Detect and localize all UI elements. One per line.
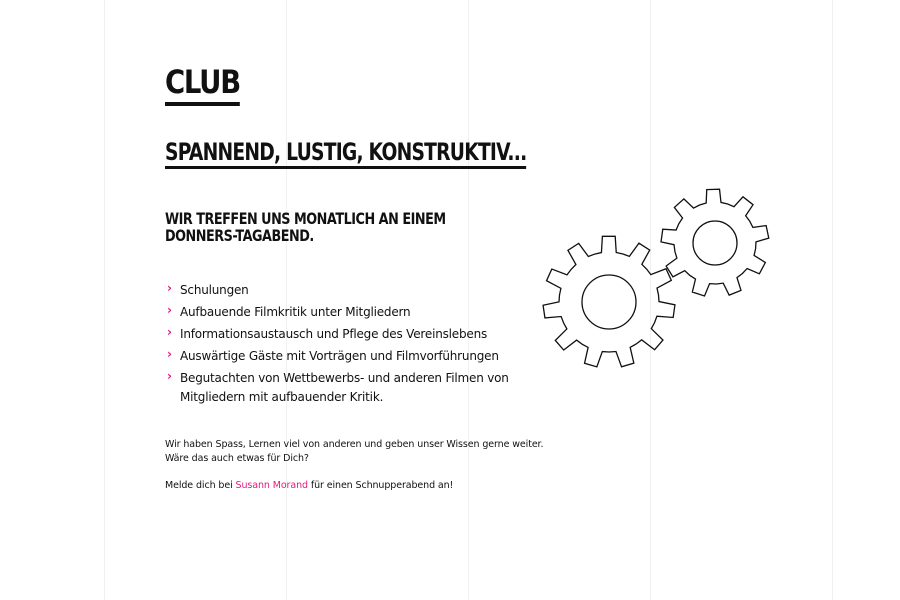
list-item	[165, 369, 515, 407]
list-item-text: Schulungen	[180, 283, 249, 297]
gears-icon	[540, 185, 780, 375]
grid-line	[832, 0, 833, 600]
chevron-right-icon: ›	[167, 347, 172, 361]
list-item-text: Aufbauende Filmkritik unter Mitgliedern	[180, 305, 411, 319]
small-gear-icon	[661, 189, 769, 296]
note-line: Wir haben Spass, Lernen viel von anderen und geben unser Wissen gerne weiter.	[165, 439, 544, 450]
contact-link[interactable]: Susann Morand	[235, 480, 308, 491]
page-title: CLUB	[165, 62, 240, 106]
list-item-text: Begutachten von Wettbewerbs- und anderen Filmen von Mitgliedern mit aufbauender Kritik.	[180, 371, 509, 404]
list-item	[165, 347, 515, 366]
list-item-text: Informationsaustausch und Pflege des Vereinslebens	[180, 327, 488, 341]
feature-list	[165, 281, 515, 410]
chevron-right-icon: ›	[167, 281, 172, 295]
chevron-right-icon: ›	[167, 303, 172, 317]
page-subtitle: SPANNEND, LUSTIG, KONSTRUKTIV...	[165, 138, 526, 169]
list-item-text: Auswärtige Gäste mit Vorträgen und Filmvorführungen	[180, 349, 499, 363]
intro-note	[165, 438, 545, 466]
chevron-right-icon: ›	[167, 369, 172, 383]
contact-note	[165, 479, 545, 493]
contact-prefix: Melde dich bei	[165, 480, 236, 491]
list-item	[165, 281, 515, 300]
list-item	[165, 303, 515, 322]
meeting-info: WIR TREFFEN UNS MONATLICH AN EINEM DONNERS-TAGABEND.	[165, 209, 446, 245]
note-line: Wäre das auch etwas für Dich?	[165, 453, 309, 464]
chevron-right-icon: ›	[167, 325, 172, 339]
contact-suffix: für einen Schnupperabend an!	[307, 480, 454, 491]
list-item	[165, 325, 515, 344]
grid-line	[104, 0, 105, 600]
large-gear-icon	[543, 236, 675, 367]
